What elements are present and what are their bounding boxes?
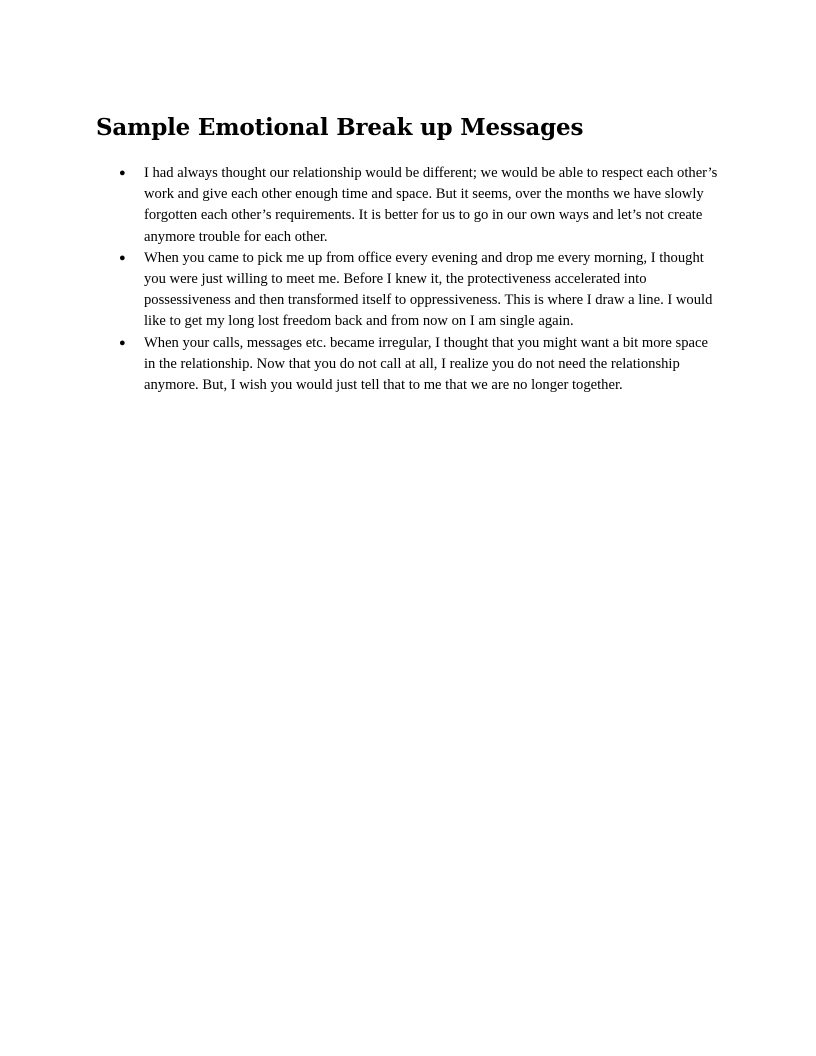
message-list [116,163,720,396]
list-item-text: When you came to pick me up from office every evening and drop me every morning, I thought you were just willing to meet me. Before I knew it, the protectiveness accelerated into possessiveness and then transformed itself to oppressiveness. This is where I draw a line. I would like to get my long lost freedom back and from now on I am single again. [144,249,713,330]
list-item-text: When your calls, messages etc. became irregular, I thought that you might want a bit more space in the relationship. Now that you do not call at all, I realize you do not need the relationship anymore. But, I wish you would just tell that to me that we are no longer together. [144,334,708,394]
list-item [116,163,720,248]
list-item [116,333,720,397]
list-item [116,248,720,333]
bullet-icon: ● [119,336,126,349]
bullet-icon: ● [119,251,126,264]
list-item-text: I had always thought our relationship would be different; we would be able to respect each other’s work and give each other enough time and space. But it seems, over the months we have slowly forgotten each other’s requirements. It is better for us to go in our own ways and let’s not create anymore trouble for each other. [144,165,718,245]
document-title: Sample Emotional Break up Messages [96,114,584,141]
bullet-icon: ● [119,167,126,179]
